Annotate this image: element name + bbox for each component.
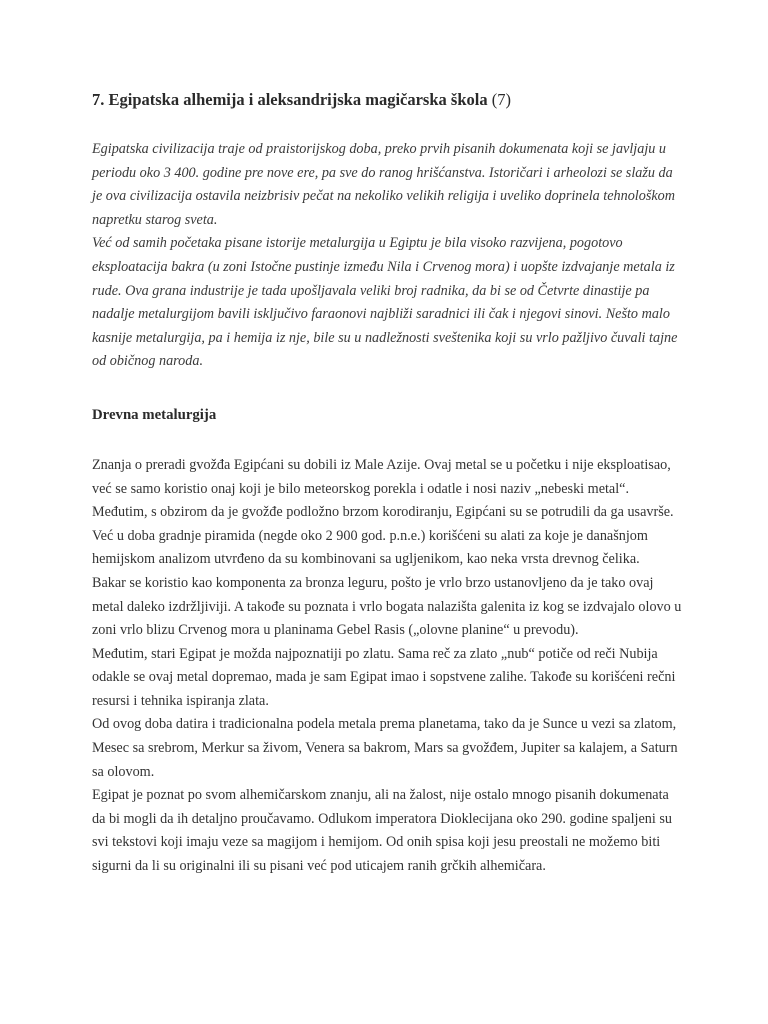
body-paragraph-2: Bakar se koristio kao komponenta za bronza leguru, pošto je vrlo brzo ustanovljeno da je tako ovaj metal daleko izdržljiviji. A takođe su poznata i vrlo bogata nalazišta galenita iz kog se izdvajalo olovo u zoni vrlo blizu Crvenog mora u planinama Gebel Rasis („olovne planine“ u prevodu). bbox=[92, 574, 682, 639]
body-paragraph-1: Znanja o preradi gvožđa Egipćani su dobili iz Male Azije. Ovaj metal se u početku i nije eksploatisao, već se samo koristio onaj koji je bilo meteorskog porekla i odatle i nosi naziv „nebeski metal“. Međutim, s obzirom da je gvožđe podložno brzom korodiranju, Egipćani su se potrudili da ga usavrše. Već u doba gradnje piramida (negde oko 2 900 god. p.n.e.) korišćeni su alati za koje je današnjom hemijskom analizom utvrđeno da su kombinovani sa ugljenikom, kao neka vrsta drevnog čelika. bbox=[92, 456, 674, 568]
document-page bbox=[92, 88, 682, 879]
body-paragraph-3: Međutim, stari Egipat je možda najpoznatiji po zlatu. Sama reč za zlato „nub“ potiče od reči Nubija odakle se ovaj metal dopremao, mada je sam Egipat imao i sopstvene zalihe. Takođe su korišćeni rečni resursi i tehnika ispiranja zlata. bbox=[92, 645, 676, 709]
title-number: (7) bbox=[487, 90, 511, 109]
title-text: 7. Egipatska alhemija i aleksandrijska magičarska škola bbox=[92, 90, 488, 109]
page-title bbox=[92, 88, 682, 112]
intro-paragraph-1: Egipatska civilizacija traje od praistorijskog doba, preko prvih pisanih dokumenata koji se javljaju u periodu oko 3 400. godine pre nove ere, pa sve do ranog hrišćanstva. Istoričari i arheolozi se slažu da je ova civilizacija ostavila neizbrisiv pečat na nekoliko velikih religija i uveliko doprinela tehnološkom napretku starog sveta. bbox=[92, 141, 675, 228]
intro-paragraph-2: Već od samih početaka pisane istorije metalurgija u Egiptu je bila visoko razvijena, pogotovo eksploatacija bakra (u zoni Istočne pustinje između Nila i Crvenog mora) i uopšte izdvajanje metala iz rude. Ova grana industrije je tada upošljavala veliki broj radnika, da bi se od Četvrte dinastije pa nadalje metalurgijom bavili isključivo faraonovi najbliži saradnici ili čak i njegovi sinovi. Nešto malo kasnije metalurgija, pa i hemija iz nje, bile su u nadležnosti sveštenika koji su vrlo pažljivo čuvali tajne od običnog naroda. bbox=[92, 235, 678, 370]
section-heading: Drevna metalurgija bbox=[92, 406, 217, 423]
body-paragraph-4: Od ovog doba datira i tradicionalna podela metala prema planetama, tako da je Sunce u vezi sa zlatom, Mesec sa srebrom, Merkur sa živom, Venera sa bakrom, Mars sa gvožđem, Jupiter sa kalajem, a Saturn sa olovom. bbox=[92, 716, 678, 780]
body-paragraph-5: Egipat je poznat po svom alhemičarskom znanju, ali na žalost, nije ostalo mnogo pisanih dokumenata da bi mogli da ih detaljno proučavamo. Odlukom imperatora Dioklecijana oko 290. godine spaljeni su svi tekstovi koji imaju veze sa magijom i hemijom. Od onih spisa koji jesu preostali ne možemo biti sigurni da li su originalni ili su pisani već pod uticajem ranih grčkih alhemičara. bbox=[92, 787, 672, 875]
